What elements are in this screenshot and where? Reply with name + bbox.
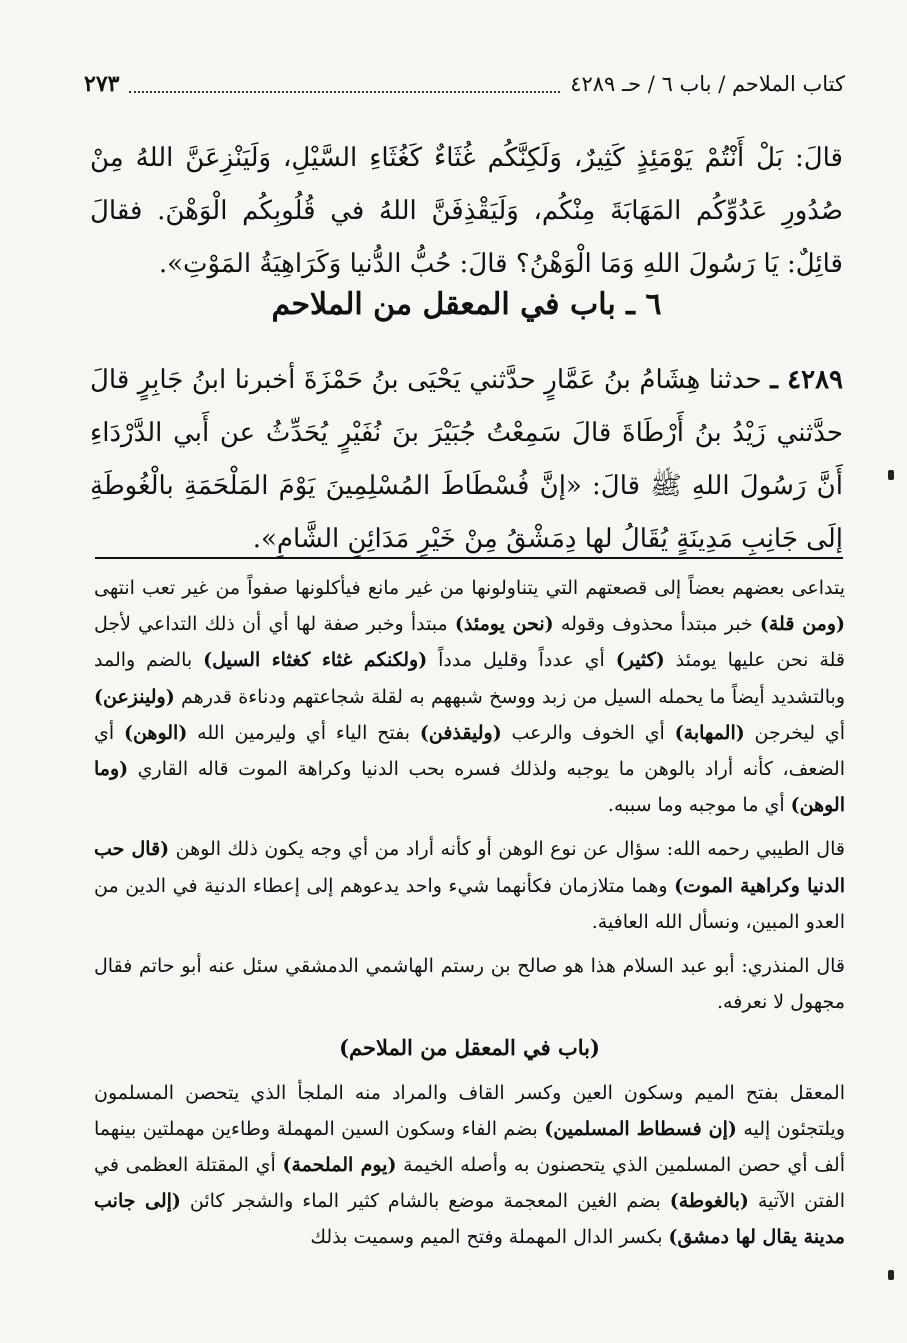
- quoted-phrase: (نحن يومئذ): [454, 613, 554, 636]
- hadith-line: قالَ: بَلْ أَنْتُمْ يَوْمَئِذٍ كَثِيرٌ، وَلَكِنَّكُم غُثَاءٌ كَغُثَاءِ السَّيْلِ، وَلَيَنْزِعَنَّ اللهُ مِنْ صُدُورِ عَدُوِّكُم: [90, 143, 843, 226]
- text: بفتح الياء أي وليرمين الله: [187, 721, 420, 744]
- quoted-phrase: (ولكنكم غثاء كغثاء السيل): [203, 649, 428, 672]
- footnote-divider: [95, 557, 843, 559]
- text: المعقل بفتح الميم وسكون العين وكسر القاف والمراد منه الملجأ الذي يتحصن المسلمون ويلتجئون إليه: [94, 1081, 845, 1140]
- commentary-sub-heading: (باب في المعقل من الملاحم): [339, 1035, 600, 1061]
- hadith-line: قالَ: حُبُّ الدُّنيا وَكَرَاهِيَةُ المَوْتِ».: [158, 249, 508, 279]
- quoted-phrase: (ومن قلة): [759, 613, 846, 636]
- margin-mark: [888, 470, 894, 480]
- hadith-number: ٤٢٨٩ ـ: [770, 365, 844, 395]
- hadith-line: حدَّثني زَيْدُ بنُ أَرْطَاةَ قالَ سَمِعْتُ جُبَيْرَ بنَ نُفَيْرٍ يُحَدِّثُ عن أَبي الدَّرْدَاءِ أَنَّ: [90, 418, 843, 501]
- commentary-paragraph: [94, 570, 845, 823]
- quoted-phrase: (ولينزعن): [94, 685, 175, 708]
- quoted-phrase: (إن فسطاط المسلمين): [544, 1117, 737, 1140]
- text: أي عدداً وقليل مدداً: [427, 649, 616, 672]
- text: يتداعى بعضهم بعضاً إلى قصعتهم التي يتناولونها من غير مانع فيأكلونها صفواً من غير تعب انتهى: [94, 577, 845, 599]
- text: خبر مبتدأ محذوف وقوله: [553, 613, 760, 636]
- quoted-phrase: (كثير): [615, 649, 665, 672]
- text: أي الضعف، كأنه أراد بالوهن ما يوجبه ولذلك فسره بحب الدنيا وكراهة الموت قاله القاري: [94, 721, 845, 781]
- chapter-heading: ٦ ـ باب في المعقل من الملاحم: [271, 287, 662, 322]
- margin-mark: [888, 1270, 894, 1280]
- running-header: [84, 64, 845, 104]
- quoted-phrase: (وما الوهن): [94, 758, 845, 817]
- commentary-paragraph: [94, 948, 845, 1020]
- quoted-phrase: (الوهن): [123, 721, 188, 744]
- quoted-phrase: (إلى جانب مدينة يقال لها دمشق): [94, 1190, 845, 1249]
- header-leader-dots: [129, 75, 560, 93]
- hadith-line: حدثنا هِشَامُ بنُ عَمَّارٍ حدَّثني يَحْيَى بنُ حَمْزَةَ أخبرنا ابنُ جَابِرٍ قالَ: [90, 365, 762, 395]
- commentary: [94, 570, 845, 1256]
- commentary-paragraph: [94, 1075, 845, 1256]
- page-number: ٢٧٣: [84, 71, 120, 97]
- quoted-phrase: (وليقذفن): [419, 721, 502, 744]
- hadith-line: المَهَابَةَ مِنْكُم، وَلَيَقْذِفَنَّ اللهُ في قُلُوبِكُم الْوَهْنَ. فقالَ قائِلٌ: يَا رَسُولَ اللهِ وَمَا الْوَهْنُ؟: [90, 196, 843, 279]
- hadith-continuation: [90, 132, 843, 291]
- text: وهما متلازمان فكأنهما شيء واحد يدعوهم إلى إعطاء الدنية في الدين من العدو المبين، ونسأل الله العافية.: [94, 874, 845, 933]
- text: بضم الفاء وسكون السين المهملة وطاءين مهملتين بينهما ألف أي حصن المسلمين الذي يتحصنون به وأصله الخيمة: [94, 1117, 845, 1177]
- text: أي ليخرجن: [744, 721, 845, 744]
- quoted-phrase: (بالغوطة): [669, 1190, 749, 1213]
- text: أي ما موجبه وما سببه.: [607, 794, 791, 817]
- text: أي المقتلة العظمى في الفتن الآتية: [94, 1154, 845, 1213]
- quoted-phrase: (المهابة): [674, 721, 745, 744]
- hadith-4289: [90, 354, 843, 566]
- hadith-line: رَسُولَ اللهِ ﷺ قالَ: «إنَّ فُسْطَاطَ المُسْلِمِينَ يَوْمَ المَلْحَمَةِ بالْغُوطَةِ إلَى جَانِبِ مَدِينَةٍ: [90, 471, 843, 554]
- text: مبتدأ وخبر صفة لها أي أن ذلك التداعي لأجل قلة نحن عليها يومئذ: [94, 613, 845, 672]
- text: أي الخوف والرعب: [501, 721, 675, 744]
- text: بضم الغين المعجمة موضع بالشام كثير الماء والشجر كائن: [180, 1190, 670, 1213]
- commentary-paragraph: [94, 831, 845, 940]
- text: قال المنذري: أبو عبد السلام هذا هو صالح بن رستم الهاشمي الدمشقي سئل عنه أبو حاتم فقال مجهول لا نعرفه.: [94, 955, 845, 1014]
- text: بكسر الدال المهملة وفتح الميم وسميت بذلك: [310, 1226, 669, 1249]
- header-title: كتاب الملاحم / باب ٦ / حـ ٤٢٨٩: [570, 72, 845, 96]
- text: بالضم والمد وبالتشديد أيضاً ما يحمله السيل من زبد ووسخ شبههم به لقلة شجاعتهم ودناءة قدرهم: [94, 649, 845, 708]
- quoted-phrase: (يوم الملحمة): [282, 1154, 397, 1177]
- text: قال الطيبي رحمه الله: سؤال عن نوع الوهن أو كأنه أراد من أي وجه يكون ذلك الوهن: [169, 838, 845, 861]
- hadith-line: يُقَالُ لها دِمَشْقُ مِنْ خَيْرِ مَدَائِنِ الشَّامِ».: [252, 524, 669, 554]
- quoted-phrase: (قال حب الدنيا وكراهية الموت): [94, 838, 846, 897]
